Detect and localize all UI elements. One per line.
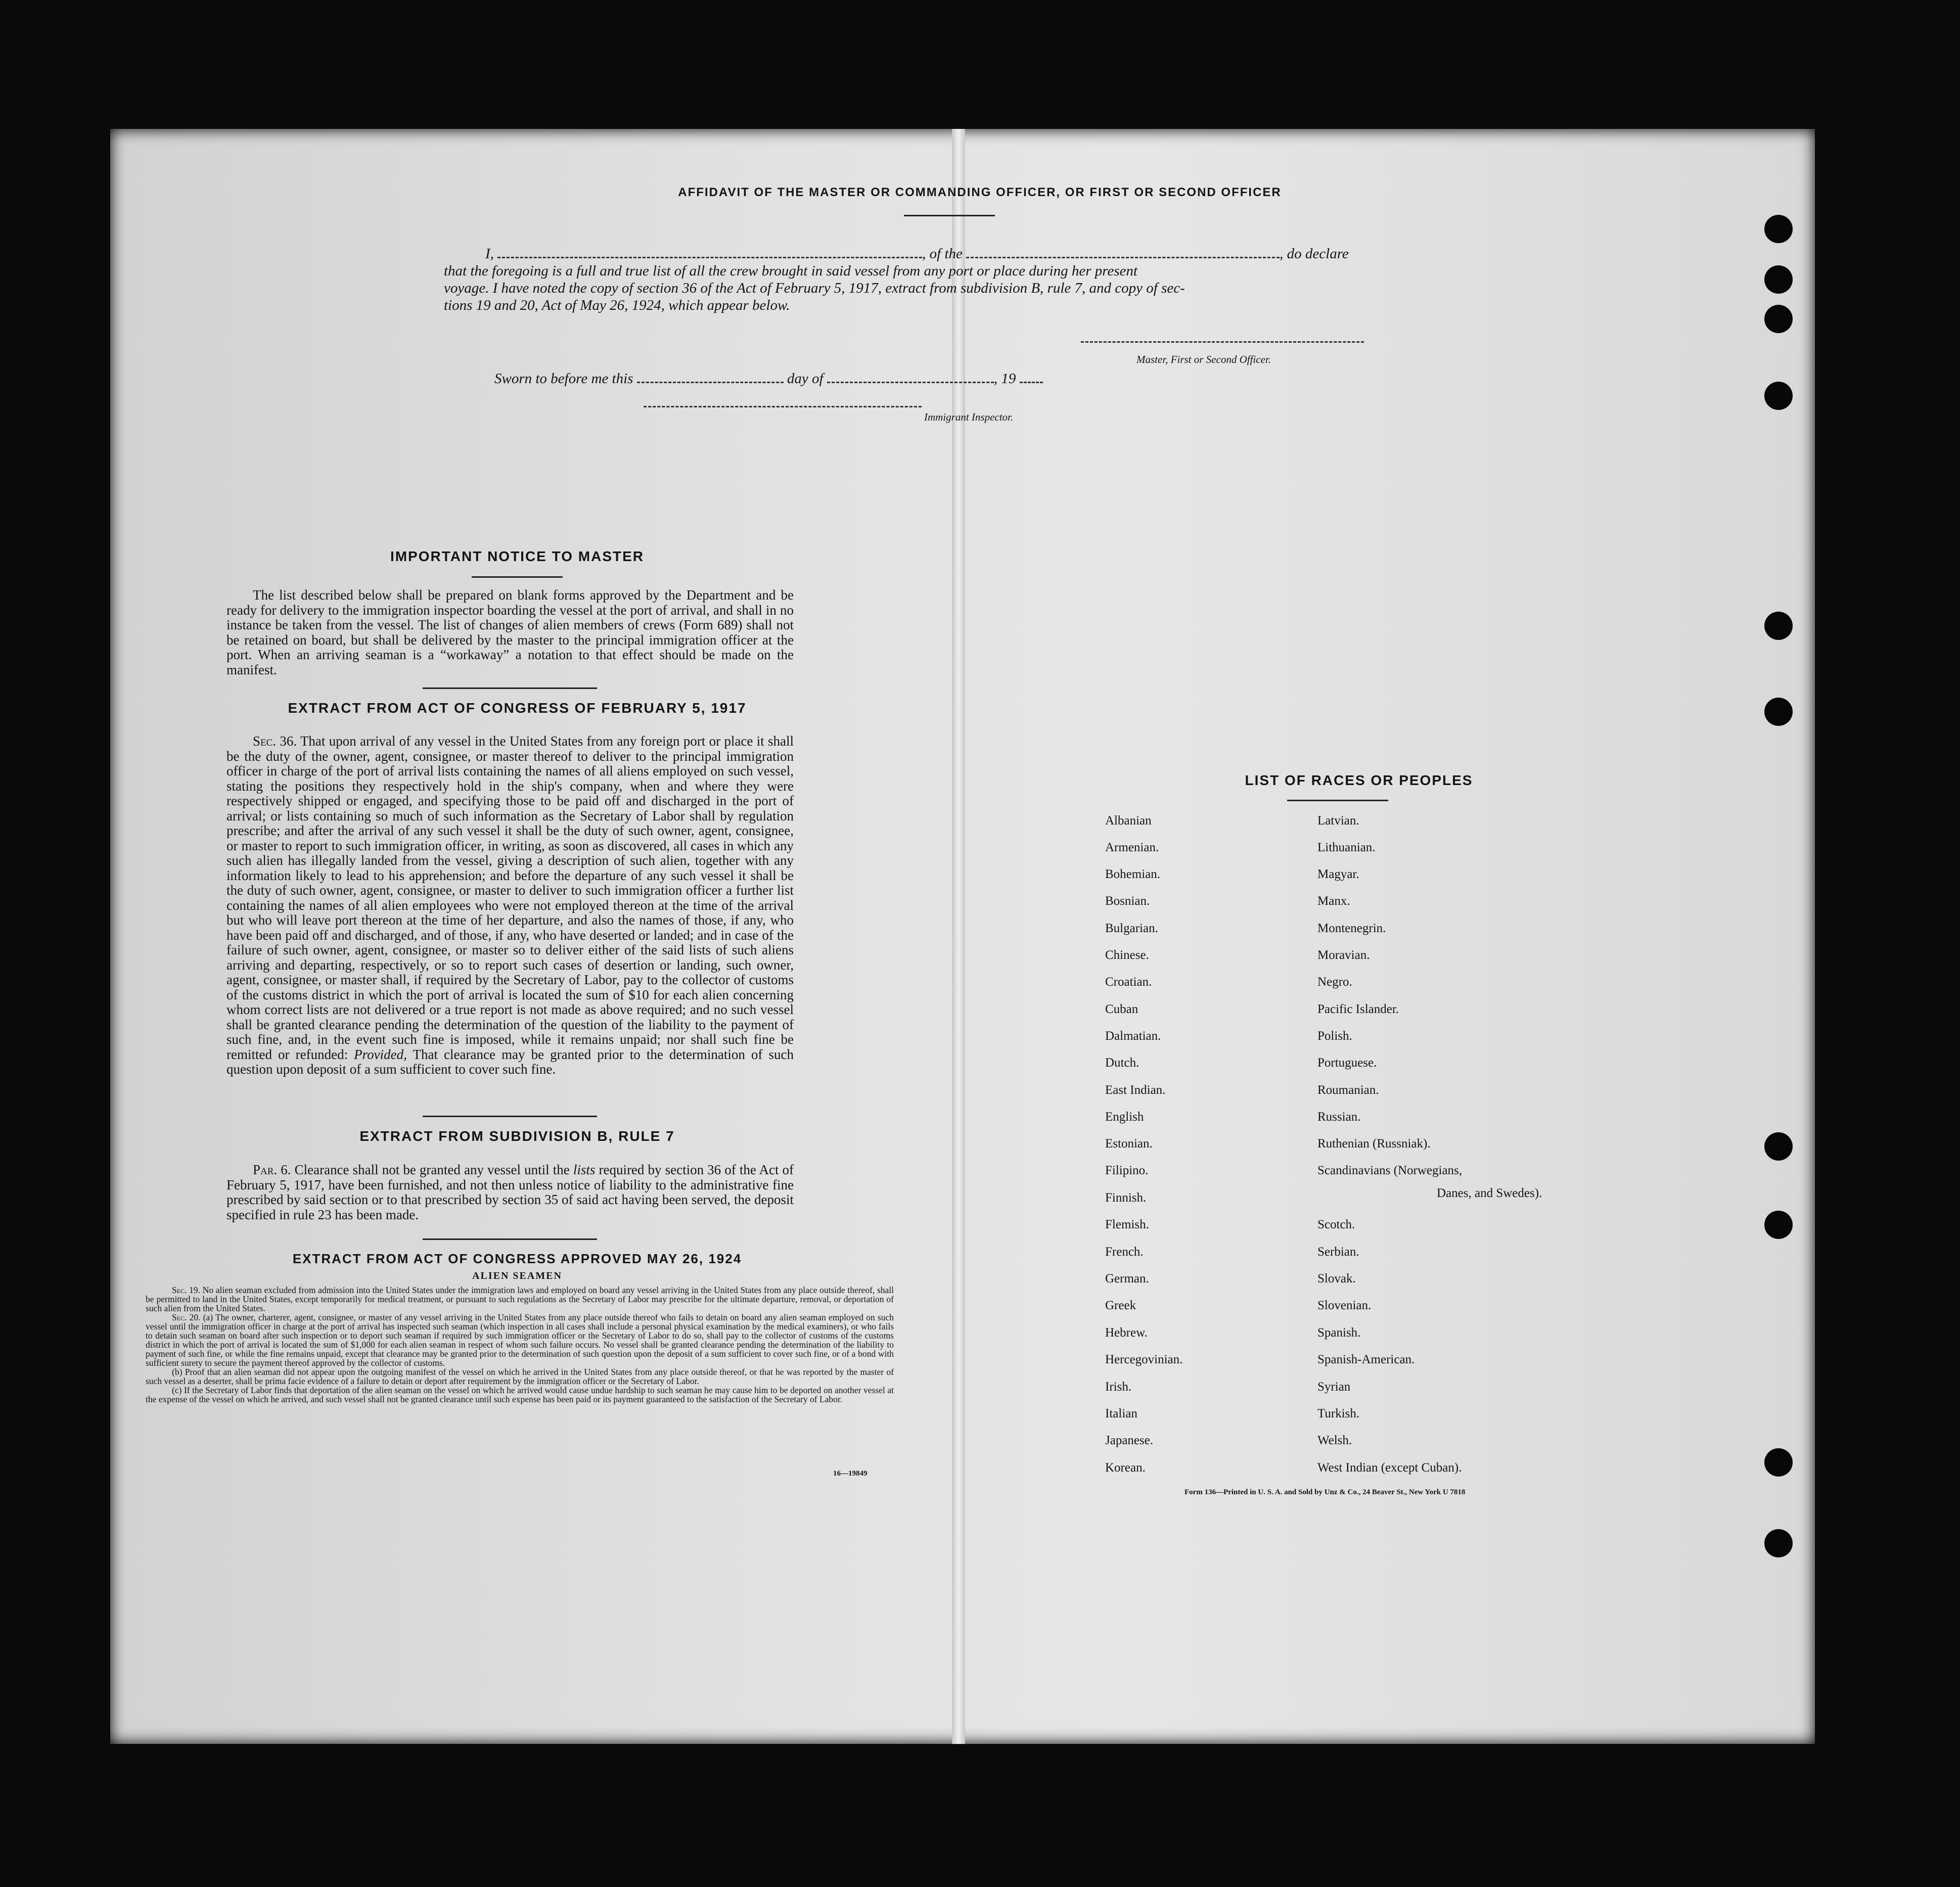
affidavit-title: AFFIDAVIT OF THE MASTER OR COMMANDING OFFICER, OR FIRST OR SECOND OFFICER (678, 186, 1282, 199)
race-item: Polish. (1317, 1029, 1352, 1043)
punch-hole (1764, 1211, 1793, 1239)
name-field[interactable] (497, 243, 922, 258)
punch-hole (1764, 1529, 1793, 1557)
divider (423, 1116, 597, 1117)
rule-7-body-a: Clearance shall not be granted any vessel until the (294, 1162, 570, 1177)
section-36-text (226, 734, 794, 1077)
race-item: English (1105, 1110, 1144, 1124)
document-sheet (110, 129, 1815, 1744)
race-item: Dutch. (1105, 1056, 1139, 1070)
race-item: Hercegovinian. (1105, 1353, 1183, 1366)
race-item: Manx. (1317, 894, 1350, 908)
race-item: Korean. (1105, 1461, 1146, 1475)
section-36-label: Sec. 36. (253, 733, 297, 749)
race-item: Serbian. (1317, 1245, 1359, 1259)
race-item: Bulgarian. (1105, 922, 1158, 935)
do-declare-label: , do declare (1280, 246, 1349, 262)
race-item: Italian (1105, 1407, 1137, 1420)
year-label: , 19 (993, 371, 1016, 387)
extract-1924-title: EXTRACT FROM ACT OF CONGRESS APPROVED MAY 26, 1924 (292, 1251, 742, 1266)
section-36-body: That upon arrival of any vessel in the United States from any foreign port or place it shall be the duty of the owner, agent, consignee, or master thereof to deliver to the principal immigration officer in charge of the port of arrival lists containing the names of all aliens employed on such vessel, stating the positions they respectively hold in the ship's company, when and where they were respectively shipped or engaged, and specifying those to be paid off and discharged in the port of arrival; or lists containing so much of such information as the Secretary of Labor shall by regulation prescribe; and after the arrival of any such vessel it shall be the duty of such owner, agent, consignee, or master to report to such immigration officer, in writing, as soon as discovered, all cases in which any such alien has illegally landed from the vessel, giving a description of such alien, together with any information likely to lead to his apprehension; and before the departure of any such vessel it shall be the duty of such owner, agent, consignee, or master to deliver to such immigration officer a further list containing the names of all alien employees who were not employed thereon at the time of the arrival but who will leave port thereon at the time of her departure, and also the names of those, if any, who have been paid off and discharged, and of those, if any, who have deserted or landed; and in case of the failure of such owner, agent, consignee, or master so to deliver either of the said lists of such aliens arriving and departing, respectively, or so to report such cases of desertion or landing, such owner, agent, consignee, or master shall, if required by the Secretary of Labor, pay to the collector of customs of the customs district in which the port of arrival is located the sum of $10 for each alien concerning whom correct lists are not delivered or a true report is not made as above required; and no such vessel shall be granted clearance pending the determination of the question of the liability to the payment of such fine, and, in the event such fine is imposed, while it remains unpaid; nor shall such fine be remitted or refunded: (226, 733, 794, 1062)
section-19-label: Sec. 19. (172, 1285, 200, 1295)
sworn-month-field[interactable] (827, 367, 994, 383)
extract-1924-text (146, 1285, 894, 1404)
notice-text: The list described below shall be prepared on blank forms approved by the Department and be ready for delivery to the immigration inspector boarding the vessel at the port of arrival, and shall in no instance be taken from the vessel. The list of changes of alien members of crews (Form 689) shall not be retained on board, but shall be delivered by the master to the principal immigration officer at the port. When an arriving seaman is a “workaway” a notation to that effect should be made on the manifest. (226, 587, 794, 677)
divider (1287, 800, 1388, 801)
sworn-year-field[interactable] (1020, 367, 1043, 383)
section-19-body: No alien seaman excluded from admission into the United States under the immigration laws and employed on board any vessel arriving in the United States from any place outside thereof, shall be permitted to land in the United States, except temporarily for medical treatment, or pursuant to such regulations as the Secretary of Labor may prescribe for the ultimate departure, removal, or deportation of such alien from the United States. (146, 1285, 894, 1313)
race-item: Hebrew. (1105, 1326, 1148, 1340)
race-item: Croatian. (1105, 975, 1152, 989)
section-20c: (c) If the Secretary of Labor finds that deportation of the alien seaman on the vessel on which he arrived would cause undue hardship to such seaman he may cause him to be deported on another vessel at the expense of the vessel on which he arrived, and such vessel shall not be granted clearance until such expense has been paid or its payment guaranteed to the satisfaction of the Secretary of Labor. (146, 1385, 894, 1404)
of-the-label: , of the (922, 246, 963, 262)
race-item: Irish. (1105, 1380, 1132, 1394)
race-item: Portuguese. (1317, 1056, 1377, 1070)
vessel-field[interactable] (966, 243, 1280, 258)
race-item: Spanish. (1317, 1326, 1361, 1340)
section-20a-body: (a) The owner, charterer, agent, consignee, or master of any vessel arriving in the United States from any place outside thereof who fails to detain on board any alien seaman employed on such vessel until the immigration officer in charge at the port of arrival has inspected such seaman (which inspection in all cases shall include a personal physical examination by the medical examiners), or who fails to detain such seaman on board after such inspection or to deport such seaman if required by such immigration officer or the Secretary of Labor to do so, shall pay to the collector of customs of the customs district in which the port of arrival is located the sum of $1,000 for each alien seaman in respect of whom such failure occurs. No vessel shall be granted clearance pending the determination of the liability to payment of such fine, or while the fine remains unpaid, except that clearance may be granted prior to the determination of such question upon the deposit of a sum sufficient to cover such fine, or of a bond with sufficient surety to secure the payment thereof approved by the collector of customs. (146, 1312, 894, 1368)
divider (472, 576, 563, 578)
race-item: Greek (1105, 1299, 1136, 1312)
sworn-day-field[interactable] (637, 367, 784, 383)
punch-hole (1764, 215, 1793, 243)
i-label: I, (485, 246, 494, 262)
race-item: Turkish. (1317, 1407, 1360, 1420)
alien-seamen-subtitle: ALIEN SEAMEN (472, 1270, 562, 1281)
race-item: Ruthenian (Russniak). (1317, 1137, 1431, 1150)
race-item: Syrian (1317, 1380, 1351, 1394)
declaration-line-2: that the foregoing is a full and true list of all the crew brought in said vessel from any port or place during her present (444, 263, 1138, 279)
race-item: Albanian (1105, 814, 1152, 827)
section-20-label: Sec. 20. (172, 1312, 201, 1322)
inspector-label: Immigrant Inspector. (924, 411, 1014, 423)
day-of-label: day of (787, 371, 824, 387)
declaration-line-3: voyage. I have noted the copy of section 36 of the Act of February 5, 1917, extract from subdivision B, rule 7, and copy of sec- (444, 280, 1185, 296)
race-item: Scotch. (1317, 1218, 1355, 1231)
race-item: Flemish. (1105, 1218, 1149, 1231)
punch-hole (1764, 1132, 1793, 1161)
inspector-signature-field[interactable] (644, 406, 922, 407)
race-item: Montenegrin. (1317, 922, 1386, 935)
section-19 (146, 1285, 894, 1313)
divider (904, 215, 995, 216)
rule-7-body-b: required by section 36 of the Act of February 5, 1917, have been furnished, and not then unless notice of liability to the administrative fine prescribed by said section or to that prescribed by section 35 of said act having been served, the deposit specified in rule 23 has been made. (226, 1162, 794, 1222)
race-item: Finnish. (1105, 1191, 1147, 1205)
notice-title: IMPORTANT NOTICE TO MASTER (390, 548, 645, 564)
punch-hole (1764, 1448, 1793, 1477)
race-item: Spanish-American. (1317, 1353, 1415, 1366)
divider (423, 687, 597, 689)
punch-hole (1764, 698, 1793, 726)
form-footer: Form 136—Printed in U. S. A. and Sold by Unz & Co., 24 Beaver St., New York U 7818 (1184, 1488, 1466, 1496)
race-item: Magyar. (1317, 867, 1359, 881)
print-code: 16—19849 (833, 1469, 868, 1478)
race-item: French. (1105, 1245, 1144, 1259)
race-item: Estonian. (1105, 1137, 1153, 1150)
lists-word: lists (573, 1162, 596, 1177)
race-item: Japanese. (1105, 1434, 1154, 1447)
race-item: Negro. (1317, 975, 1352, 989)
rule-7-text (226, 1163, 794, 1222)
race-item: Russian. (1317, 1110, 1361, 1124)
punch-hole (1764, 382, 1793, 410)
race-item: Pacific Islander. (1317, 1002, 1399, 1016)
race-item: Bosnian. (1105, 894, 1150, 908)
declaration-line-1 (444, 243, 1511, 262)
race-item: Armenian. (1105, 841, 1159, 854)
race-item: West Indian (except Cuban). (1317, 1461, 1462, 1475)
race-item: Danes, and Swedes). (1437, 1186, 1542, 1200)
race-item: Cuban (1105, 1002, 1138, 1016)
race-item: Filipino. (1105, 1164, 1149, 1177)
race-item: Scandinavians (Norwegians, (1317, 1164, 1463, 1177)
race-item: German. (1105, 1272, 1149, 1285)
extract-1917-title: EXTRACT FROM ACT OF CONGRESS OF FEBRUARY 5, 1917 (288, 700, 747, 716)
section-36-end: That clearance may be granted prior to the determination of such question upon deposit of a sum sufficient to cover such fine. (226, 1046, 794, 1077)
races-title: LIST OF RACES OR PEOPLES (1245, 772, 1473, 788)
provided-word: Provided, (354, 1046, 407, 1062)
race-item: Slovak. (1317, 1272, 1356, 1285)
paragraph-6-label: Par. 6. (253, 1162, 291, 1177)
race-item: Roumanian. (1317, 1083, 1379, 1097)
declaration-line-4: tions 19 and 20, Act of May 26, 1924, which appear below. (444, 297, 790, 313)
race-item: Welsh. (1317, 1434, 1352, 1447)
master-signature-label: Master, First or Second Officer. (1136, 353, 1271, 365)
section-20a (146, 1313, 894, 1367)
section-20b: (b) Proof that an alien seaman did not appear upon the outgoing manifest of the vessel on which he arrived in the United States from any place outside thereof, or that he was reported by the master of such vessel as a deserter, shall be prima facie evidence of a failure to detain or deport after requirement by the immigration officer or the Secretary of Labor. (146, 1367, 894, 1386)
affidavit-declaration (444, 243, 1511, 314)
punch-hole (1764, 305, 1793, 333)
sworn-label: Sworn to before me this (494, 371, 633, 387)
master-signature-field[interactable] (1081, 341, 1364, 343)
race-item: Chinese. (1105, 948, 1149, 962)
race-item: Dalmatian. (1105, 1029, 1161, 1043)
race-item: Bohemian. (1105, 867, 1161, 881)
race-item: East Indian. (1105, 1083, 1166, 1097)
race-item: Lithuanian. (1317, 841, 1376, 854)
divider (423, 1238, 597, 1240)
punch-hole (1764, 612, 1793, 640)
race-item: Slovenian. (1317, 1299, 1372, 1312)
race-item: Latvian. (1317, 814, 1359, 827)
race-item: Moravian. (1317, 948, 1370, 962)
rule-7-title: EXTRACT FROM SUBDIVISION B, RULE 7 (359, 1128, 675, 1144)
sworn-line (494, 367, 1043, 387)
punch-hole (1764, 265, 1793, 294)
